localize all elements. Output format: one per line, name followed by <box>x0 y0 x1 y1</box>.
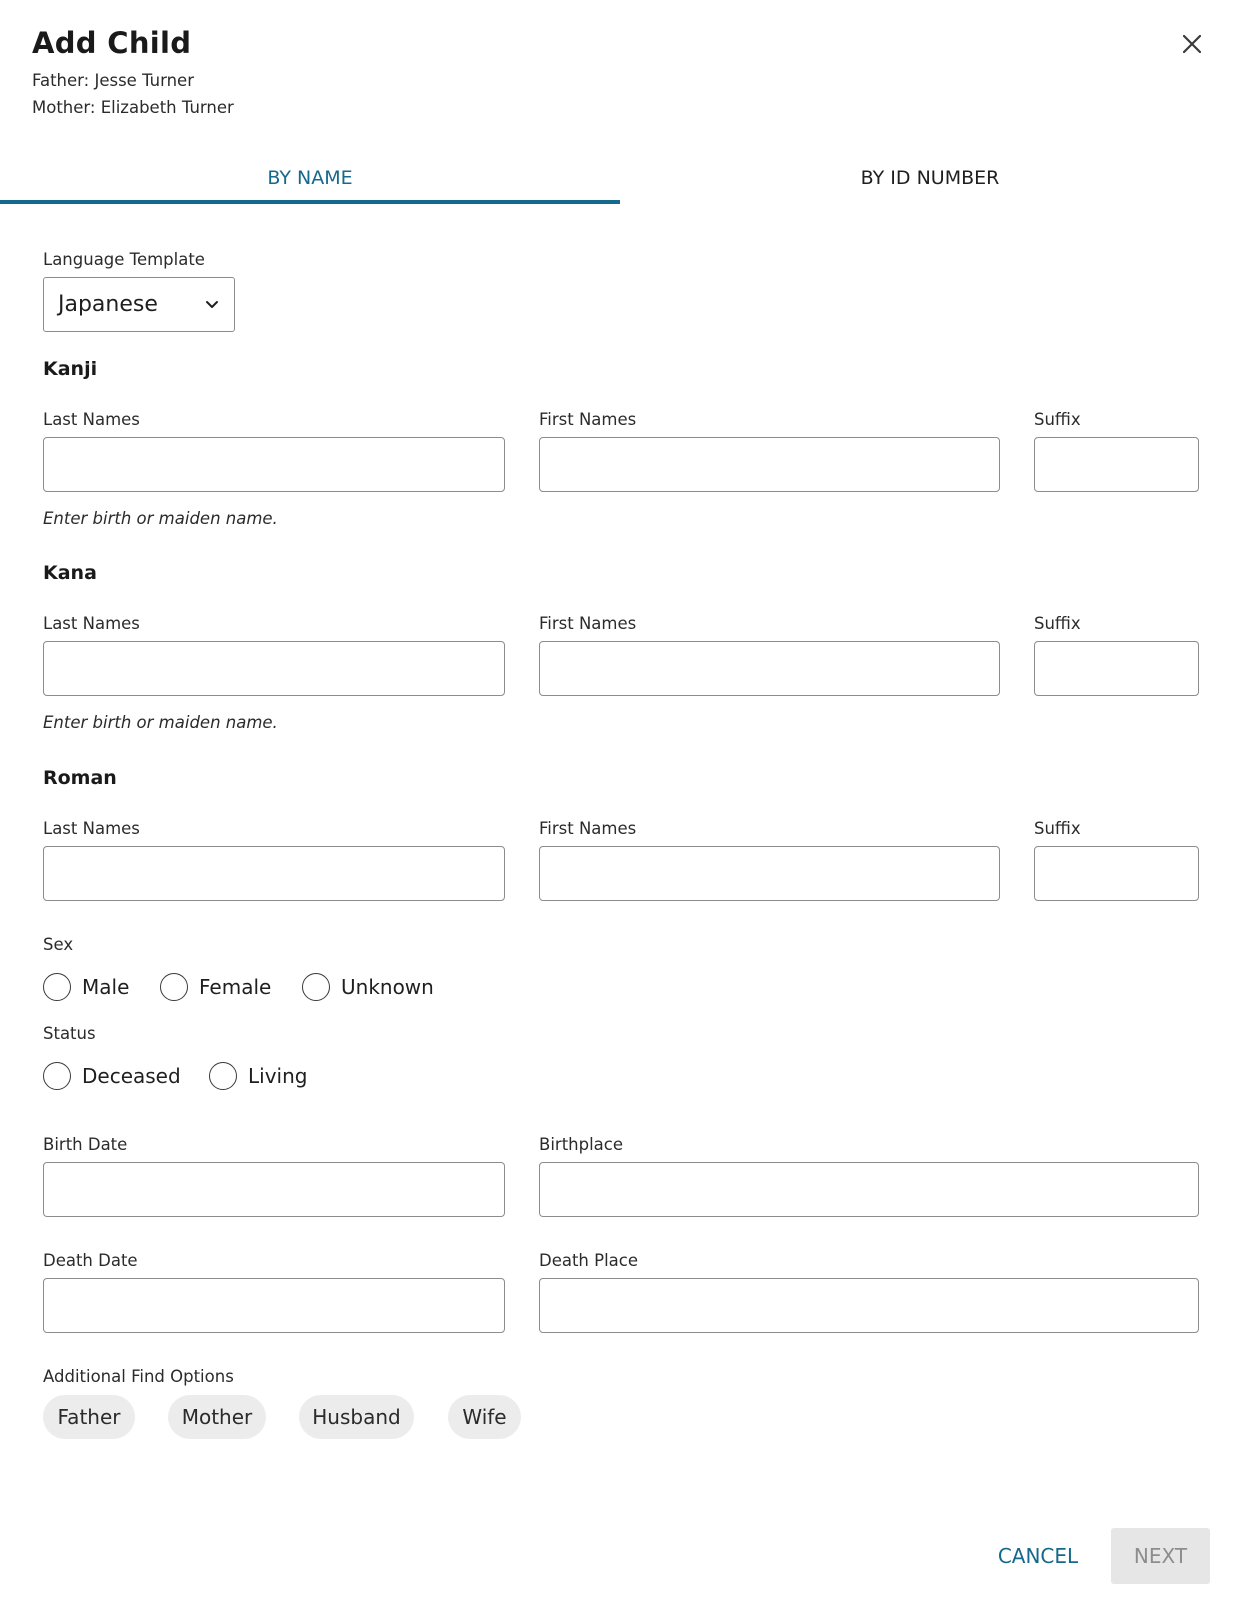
kana-suffix-input[interactable] <box>1034 641 1199 696</box>
radio-circle <box>209 1062 237 1090</box>
death-place-label: Death Place <box>539 1251 639 1270</box>
father-info: Father: Jesse Turner <box>32 71 194 90</box>
radio-circle <box>43 973 71 1001</box>
section-kana-title: Kana <box>43 562 97 584</box>
section-kanji-title: Kanji <box>43 358 98 380</box>
dialog-title: Add Child <box>32 26 192 60</box>
status-label: Status <box>43 1024 96 1043</box>
kanji-hint: Enter birth or maiden name. <box>43 509 278 528</box>
radio-circle <box>302 973 330 1001</box>
roman-first-names-input[interactable] <box>539 846 1000 901</box>
kana-last-names-input[interactable] <box>43 641 505 696</box>
language-template-label: Language Template <box>43 250 205 269</box>
sex-radio-female[interactable] <box>160 973 271 1001</box>
kana-first-names-input[interactable] <box>539 641 1000 696</box>
kanji-last-names-input[interactable] <box>43 437 505 492</box>
death-place-input[interactable] <box>539 1278 1199 1333</box>
next-button[interactable]: NEXT <box>1111 1528 1210 1584</box>
status-radio-deceased[interactable] <box>43 1062 181 1090</box>
sex-option-label: Unknown <box>341 975 434 999</box>
find-option-wife-chip[interactable]: Wife <box>448 1395 521 1439</box>
kana-last-names-label: Last Names <box>43 614 140 633</box>
cancel-button[interactable]: CANCEL <box>997 1544 1079 1568</box>
additional-find-options-label: Additional Find Options <box>43 1367 234 1386</box>
section-roman-title: Roman <box>43 767 117 789</box>
radio-circle <box>160 973 188 1001</box>
sex-option-label: Female <box>199 975 272 999</box>
active-tab-indicator <box>0 200 620 204</box>
sex-option-label: Male <box>82 975 130 999</box>
death-date-input[interactable] <box>43 1278 505 1333</box>
close-icon <box>1176 28 1208 60</box>
kana-first-names-label: First Names <box>539 614 637 633</box>
roman-first-names-label: First Names <box>539 819 637 838</box>
status-radio-living[interactable] <box>209 1062 307 1090</box>
roman-last-names-label: Last Names <box>43 819 140 838</box>
chevron-down-icon <box>204 297 220 313</box>
roman-last-names-input[interactable] <box>43 846 505 901</box>
birth-date-label: Birth Date <box>43 1135 128 1154</box>
birthplace-input[interactable] <box>539 1162 1199 1217</box>
birthplace-label: Birthplace <box>539 1135 624 1154</box>
tab-by-id-number[interactable]: BY ID NUMBER <box>860 167 1000 189</box>
roman-suffix-label: Suffix <box>1034 819 1081 838</box>
close-button[interactable] <box>1176 28 1208 60</box>
language-template-select[interactable] <box>43 277 235 332</box>
status-option-label: Deceased <box>82 1064 181 1088</box>
kanji-first-names-input[interactable] <box>539 437 1000 492</box>
kana-suffix-label: Suffix <box>1034 614 1081 633</box>
roman-suffix-input[interactable] <box>1034 846 1199 901</box>
find-option-husband-chip[interactable]: Husband <box>299 1395 414 1439</box>
find-option-mother-chip[interactable]: Mother <box>168 1395 266 1439</box>
sex-radio-unknown[interactable] <box>302 973 434 1001</box>
mother-info: Mother: Elizabeth Turner <box>32 98 234 117</box>
kanji-suffix-label: Suffix <box>1034 410 1081 429</box>
kanji-suffix-input[interactable] <box>1034 437 1199 492</box>
radio-circle <box>43 1062 71 1090</box>
tab-by-name[interactable]: BY NAME <box>267 167 353 189</box>
find-option-father-chip[interactable]: Father <box>43 1395 135 1439</box>
sex-radio-male[interactable] <box>43 973 129 1001</box>
kanji-last-names-label: Last Names <box>43 410 140 429</box>
kana-hint: Enter birth or maiden name. <box>43 713 278 732</box>
kanji-first-names-label: First Names <box>539 410 637 429</box>
death-date-label: Death Date <box>43 1251 138 1270</box>
sex-label: Sex <box>43 935 74 954</box>
birth-date-input[interactable] <box>43 1162 505 1217</box>
search-mode-tabs <box>0 150 1236 206</box>
status-option-label: Living <box>248 1064 308 1088</box>
language-template-value: Japanese <box>58 292 158 317</box>
